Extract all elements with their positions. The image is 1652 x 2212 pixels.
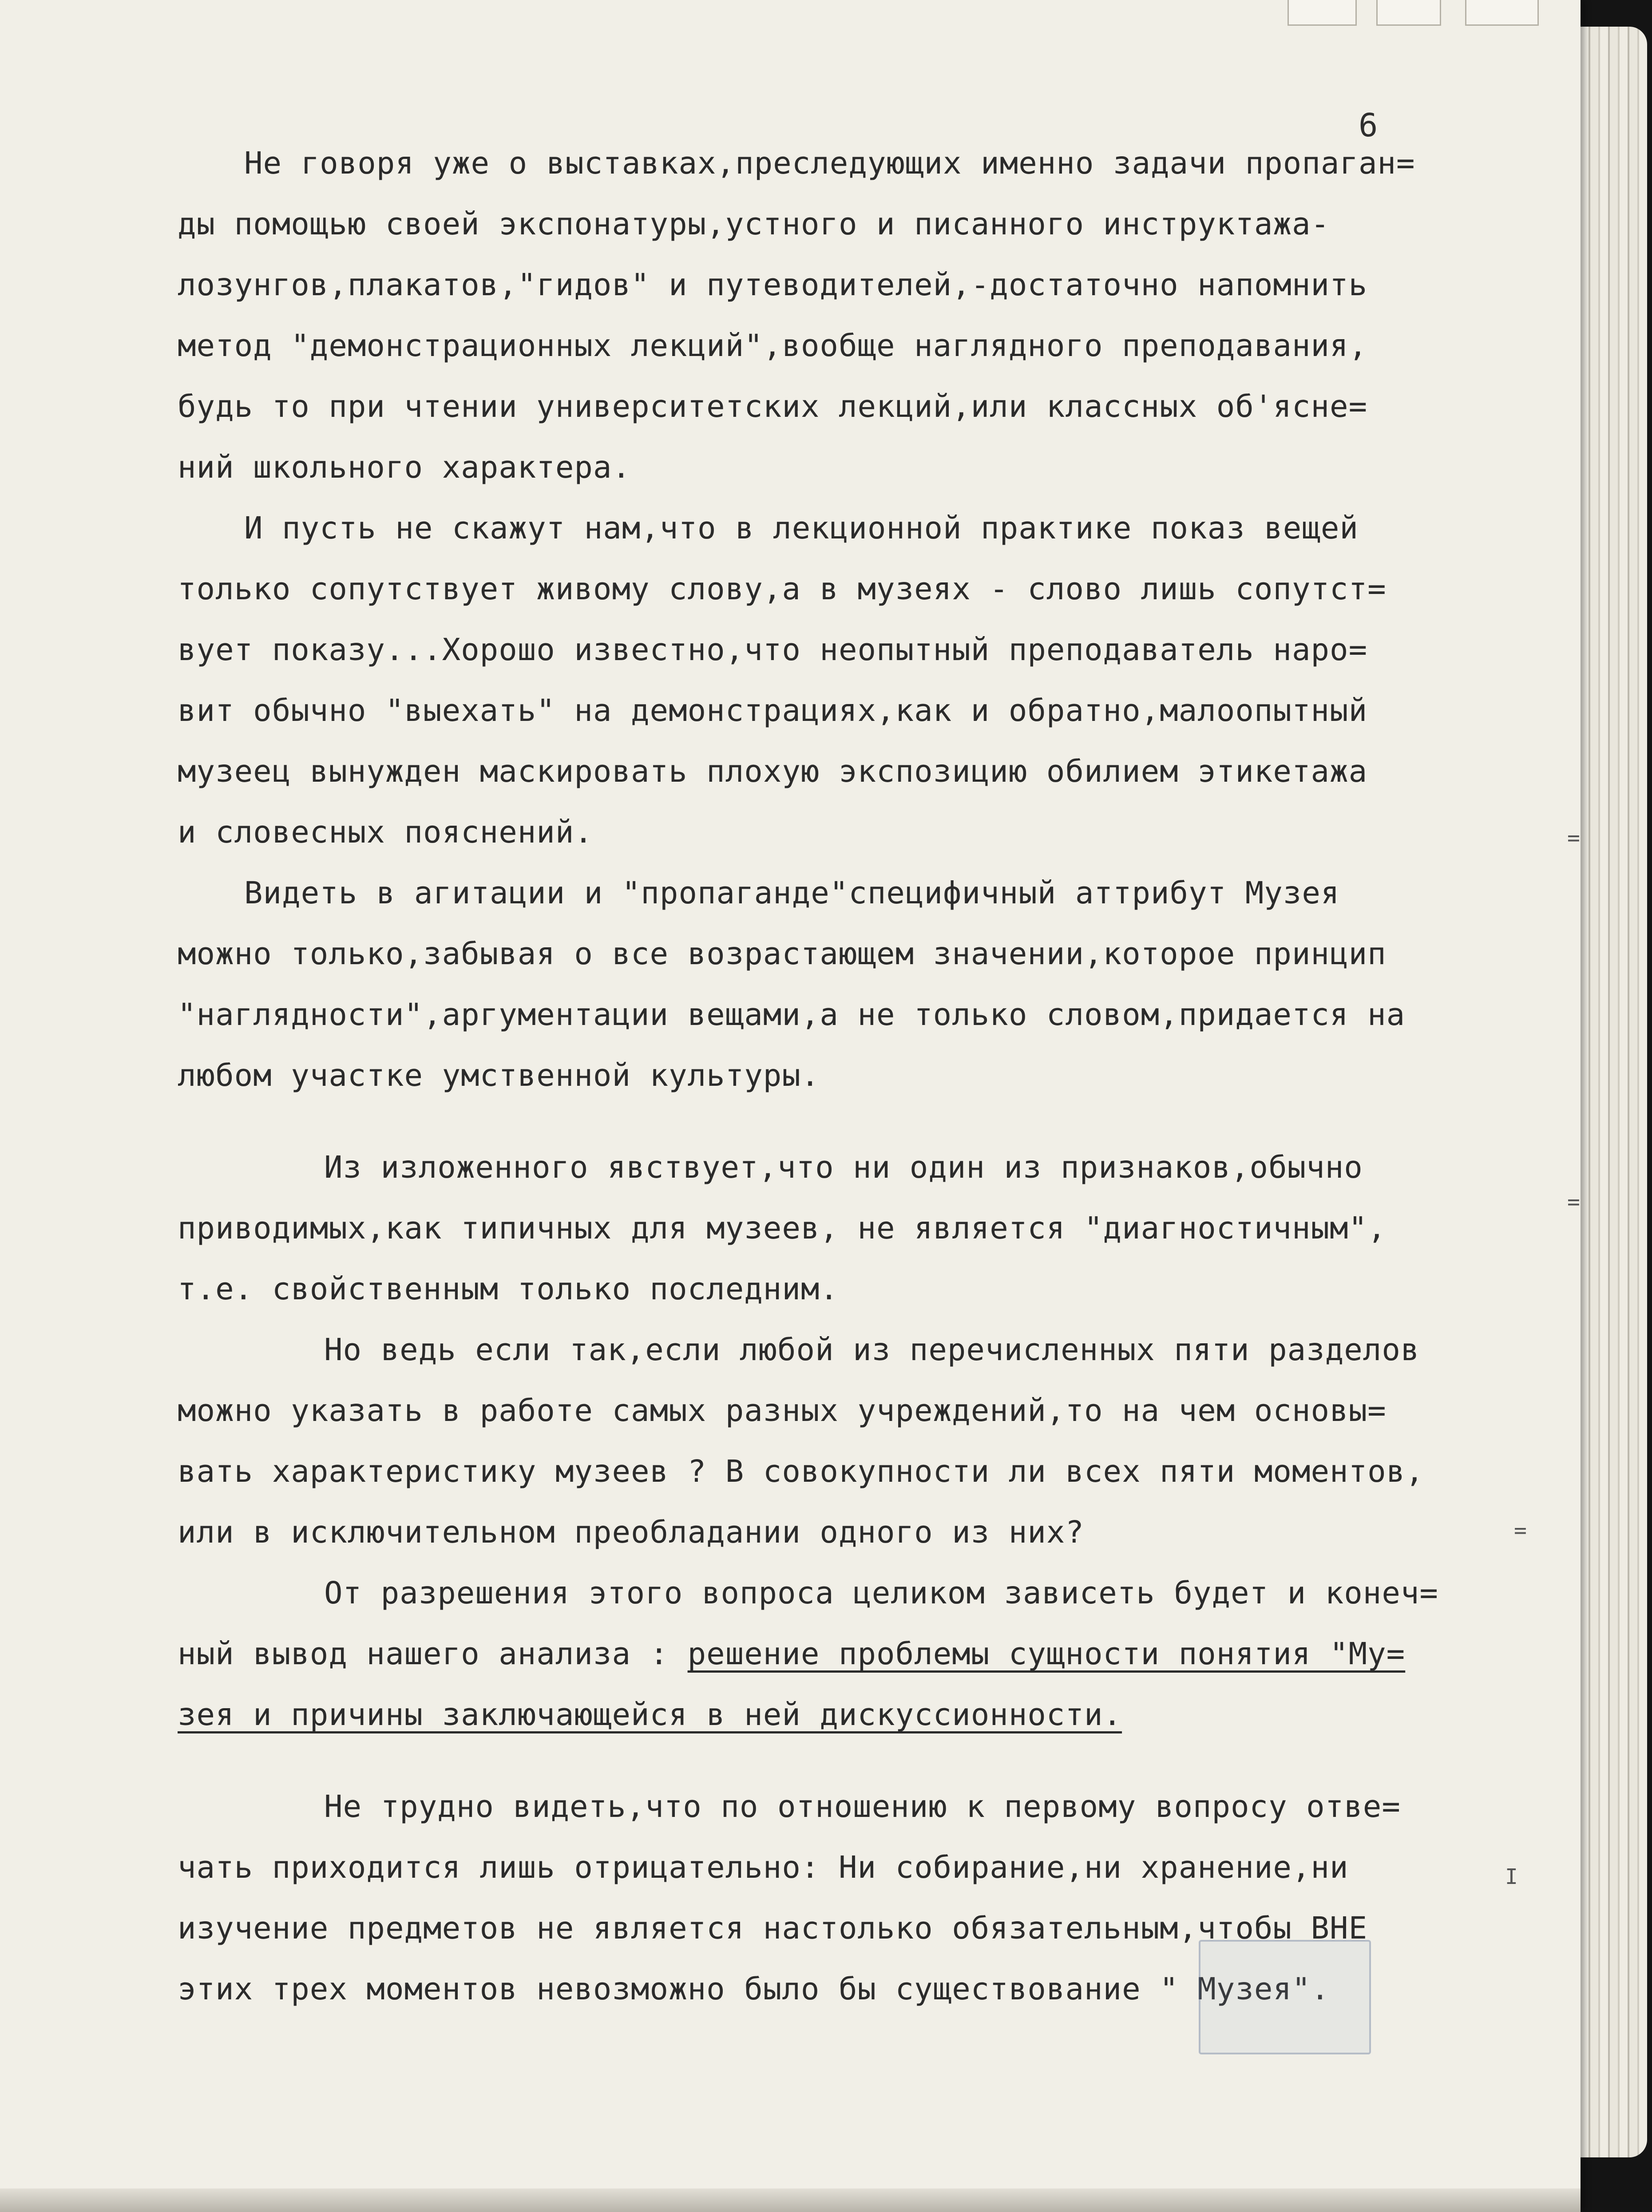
text-line: приводимых,как типичных для музеев, не является "диагностичным", — [178, 1211, 1387, 1246]
text-line: Не трудно видеть,что по отношению к первому вопросу отве= — [324, 1789, 1401, 1824]
text-line: вит обычно "выехать" на демонстрациях,как и обратно,малоопытный — [178, 693, 1368, 728]
page-bottom-edge — [0, 2188, 1581, 2212]
text-line: Видеть в агитации и "пропаганде"специфичный аттрибут Музея — [244, 875, 1340, 911]
text-line: и словесных пояснений. — [178, 815, 593, 850]
paragraph-gap — [178, 1106, 1509, 1137]
text-line: ний школьного характера. — [178, 450, 631, 485]
text-line: только сопутствует живому слову,а в музеях - слово лишь сопутст= — [178, 571, 1387, 607]
text-line: лозунгов,плакатов,"гидов" и путеводителей,-достаточно напомнить — [178, 267, 1368, 303]
text-line: музеец вынужден маскировать плохую экспозицию обилием этикетажа — [178, 754, 1368, 789]
page-tab — [1288, 0, 1357, 26]
text-line: И пусть не скажут нам,что в лекционной практике показ вещей — [244, 510, 1359, 546]
text-line: изучение предметов не является настолько обязательным,чтобы ВНЕ — [178, 1911, 1368, 1946]
text-line: метод "демонстрационных лекций",вообще наглядного преподавания, — [178, 328, 1368, 364]
text-line: ды помощью своей экспонатуры,устного и писанного инструктажа- — [178, 206, 1330, 242]
text-line: или в исключительном преобладании одного из них? — [178, 1515, 1084, 1550]
text-line — [178, 1624, 1509, 1685]
faint-stamp — [1199, 1940, 1371, 2054]
text-line: Но ведь если так,если любой из перечисленных пяти разделов — [324, 1332, 1420, 1368]
underlined-text: зея и причины заключающейся в ней дискуссионности. — [178, 1697, 1122, 1733]
text-line: любом участке умственной культуры. — [178, 1058, 820, 1093]
page-number: 6 — [1359, 107, 1378, 144]
margin-mark: = — [1567, 826, 1580, 851]
text-line — [178, 1685, 1509, 1745]
text-line: чать приходится лишь отрицательно: Ни собирание,ни хранение,ни — [178, 1850, 1349, 1885]
text-line: можно только,забывая о все возрастающем значении,которое принцип — [178, 936, 1387, 972]
text-line: вать характеристику музеев ? В совокупности ли всех пяти моментов, — [178, 1454, 1424, 1489]
text-line: этих трех моментов невозможно было бы существование " Музея". — [178, 1971, 1330, 2007]
margin-mark: = — [1514, 1518, 1527, 1543]
paragraph-gap — [178, 1745, 1509, 1777]
text-line: вует показу...Хорошо известно,что неопытный преподаватель наро= — [178, 632, 1368, 668]
text-line: будь то при чтении университетских лекций,или классных об'ясне= — [178, 389, 1368, 424]
margin-mark: I — [1505, 1864, 1518, 1889]
text-line: Не говоря уже о выставках,преследующих именно задачи пропаган= — [244, 146, 1415, 181]
underlined-text: решение проблемы сущности понятия "Му= — [687, 1636, 1406, 1672]
text-fragment: ный вывод нашего анализа : — [178, 1636, 688, 1672]
typed-body — [178, 133, 1509, 2020]
text-line: можно указать в работе самых разных учреждений,то на чем основы= — [178, 1393, 1387, 1429]
text-line: От разрешения этого вопроса целиком зависеть будет и конеч= — [324, 1575, 1438, 1611]
page-tab — [1376, 0, 1441, 26]
text-line: "наглядности",аргументации вещами,а не только словом,придается на — [178, 997, 1406, 1033]
text-line: Из изложенного явствует,что ни один из признаков,обычно — [324, 1150, 1363, 1185]
page-tab — [1465, 0, 1539, 26]
text-line: т.е. свойственным только последним. — [178, 1271, 839, 1307]
margin-mark: = — [1567, 1190, 1580, 1215]
